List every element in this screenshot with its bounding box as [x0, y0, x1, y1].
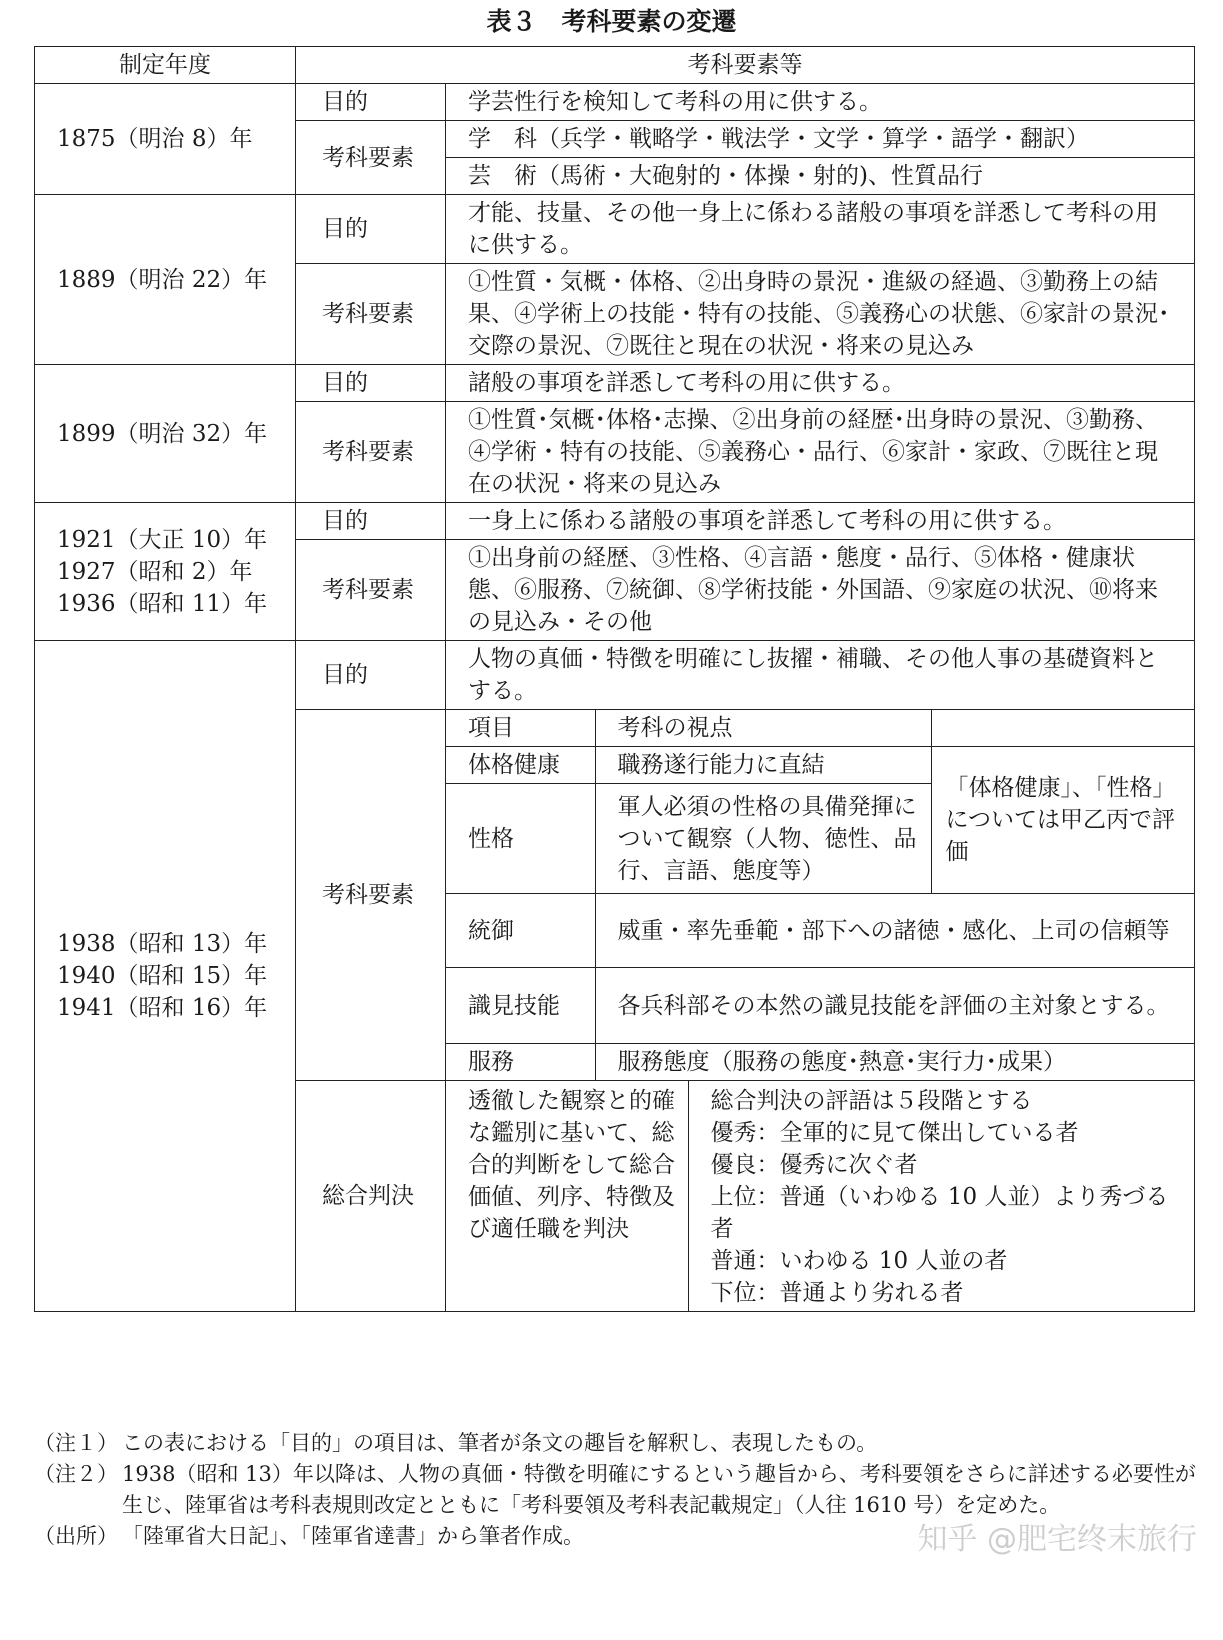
grade-line: 上位：普通（いわゆる 10 人並）より秀づる者 [710, 1184, 1169, 1242]
year-cell [35, 365, 296, 503]
item-name: 体格健康 [446, 747, 595, 784]
elements-text: ①出身前の経歴、③性格、④言語・態度・品行、⑤体格・健康状態、⑥服務、⑦統御、⑧学術技能・外国語、⑨家庭の状況、⑩将来の見込み・その他 [446, 540, 1195, 641]
elements-text: ①性質･気概･体格･志操、②出身前の経歴･出身時の景況、③勤務、④学術・特有の技能、⑤義務心・品行、⑥家計・家政、⑦既往と現在の状況・将来の見込み [446, 402, 1195, 503]
row-1921-purpose [35, 503, 1195, 540]
year-cell [35, 84, 296, 195]
overall-label: 総合判決 [296, 1081, 446, 1312]
row-1899-purpose [35, 365, 1195, 402]
footnote [34, 1428, 1204, 1459]
purpose-text: 人物の真価・特徴を明確にし抜擢・補職、その他人事の基礎資料とする。 [446, 641, 1195, 710]
item-view: 各兵科部その本然の識見技能を評価の主対象とする。 [595, 968, 1195, 1044]
purpose-label: 目的 [296, 195, 446, 264]
subtable-row [446, 1044, 1195, 1081]
footnote-key: （注１） [34, 1431, 118, 1455]
elements-label: 考科要素 [296, 710, 446, 1081]
table-title: 表３ 考科要素の変遷 [486, 7, 737, 36]
grade-line: 普通：いわゆる 10 人並の者 [710, 1248, 1008, 1274]
overall-subtable [446, 1081, 1195, 1311]
item-name: 服務 [446, 1044, 595, 1081]
view-header: 考科の視点 [595, 710, 931, 747]
item-view: 威重・率先垂範・部下への諸徳・感化、上司の信頼等 [595, 894, 1195, 968]
header-elements: 考科要素等 [296, 47, 1195, 84]
evaluation-table [34, 46, 1195, 1312]
item-name: 統御 [446, 894, 595, 968]
footnote-text: この表における「目的」の項目は、筆者が条文の趣旨を解釈し、表現したもの。 [122, 1431, 878, 1455]
subtable-row [446, 968, 1195, 1044]
item-name: 識見技能 [446, 968, 595, 1044]
elements-label: 考科要素 [296, 540, 446, 641]
year-label: 1940（昭和 15）年 [57, 963, 268, 989]
elements-text: 学 科（兵学・戦略学・戦法学・文学・算学・語学・翻訳） [446, 121, 1195, 158]
item-name: 性格 [446, 784, 595, 894]
purpose-text: 諸般の事項を詳悉して考科の用に供する。 [446, 365, 1195, 402]
purpose-text: 才能、技量、その他一身上に係わる諸般の事項を詳悉して考科の用に供する。 [446, 195, 1195, 264]
source-key: （出所） [34, 1524, 118, 1548]
grading-empty-cell [931, 710, 1195, 747]
purpose-label: 目的 [296, 503, 446, 540]
year-cell [35, 503, 296, 641]
year-label: 1921（大正 10）年 [57, 526, 268, 553]
year-label: 1938（昭和 13）年 [57, 931, 268, 957]
grading-note: 「体格健康」、「性格」については甲乙丙で評価 [931, 747, 1195, 894]
purpose-text: 学芸性行を検知して考科の用に供する。 [446, 84, 1195, 121]
row-1938-purpose [35, 641, 1195, 710]
grade-line: 優良：優秀に次ぐ者 [710, 1152, 918, 1178]
elements-subtable-cell [446, 710, 1195, 1081]
elements-label: 考科要素 [296, 264, 446, 365]
year-cell [35, 641, 296, 1312]
year-label: 1936（昭和 11）年 [57, 590, 268, 617]
footnote-key: （注２） [34, 1462, 118, 1486]
year-label: 1899（明治 32）年 [57, 420, 268, 447]
purpose-text: 一身上に係わる諸般の事項を詳悉して考科の用に供する。 [446, 503, 1195, 540]
grade-line: 総合判決の評語は５段階とする [710, 1088, 1033, 1114]
purpose-label: 目的 [296, 365, 446, 402]
grade-line: 下位：普通より劣れる者 [710, 1280, 964, 1306]
elements-text: ①性質・気概・体格、②出身時の景況・進級の経過、③勤務上の結果、④学術上の技能・特有の技能、⑤義務心の状態、⑥家計の景況･交際の景況、⑦既往と現在の状況・将来の見込み [446, 264, 1195, 365]
item-header: 項目 [446, 710, 595, 747]
overall-row [446, 1081, 1195, 1311]
purpose-label: 目的 [296, 641, 446, 710]
year-label: 1889（明治 22）年 [57, 266, 268, 293]
elements-subtable [446, 710, 1195, 1080]
year-cell [35, 195, 296, 365]
source-text: 「陸軍省大日記」、「陸軍省達書」から筆者作成。 [122, 1524, 584, 1548]
elements-label: 考科要素 [296, 402, 446, 503]
overall-description: 透徹した観察と的確な鑑別に基いて、総合的判断をして総合価値、列序、特徴及び適任職を判決 [446, 1081, 688, 1311]
footnote-text: 1938（昭和 13）年以降は、人物の真価・特徴を明確にするという趣旨から、考科要領をさらに詳述する必要性が生じ、陸軍省は考科表規則改定とともに「考科要領及考科表記載規定」（人往 1610 号）を定めた。 [122, 1462, 1196, 1517]
row-1875-purpose [35, 84, 1195, 121]
year-label: 1875（明治 8）年 [57, 126, 253, 152]
year-label: 1941（昭和 16）年 [57, 995, 268, 1021]
footnote [34, 1459, 1204, 1521]
overall-subtable-cell [446, 1081, 1195, 1312]
purpose-label: 目的 [296, 84, 446, 121]
elements-text: 芸 術（馬術・大砲射的・体操・射的)、性質品行 [446, 158, 1195, 195]
overall-grades [688, 1081, 1195, 1311]
subtable-header-row [446, 710, 1195, 747]
row-1889-purpose [35, 195, 1195, 264]
grade-line: 優秀：全軍的に見て傑出している者 [710, 1120, 1079, 1146]
item-view: 服務態度（服務の態度･熱意･実行力･成果） [595, 1044, 1195, 1081]
item-view: 職務遂行能力に直結 [595, 747, 931, 784]
item-view: 軍人必須の性格の具備発揮について観察（人物、徳性、品行、言語、態度等） [595, 784, 931, 894]
header-row [35, 47, 1195, 84]
watermark: 知乎 @肥宅终末旅行 [917, 1522, 1197, 1557]
subtable-row [446, 747, 1195, 784]
elements-label: 考科要素 [296, 121, 446, 195]
year-label: 1927（昭和 2）年 [57, 558, 253, 585]
header-year: 制定年度 [35, 47, 296, 84]
subtable-row [446, 894, 1195, 968]
